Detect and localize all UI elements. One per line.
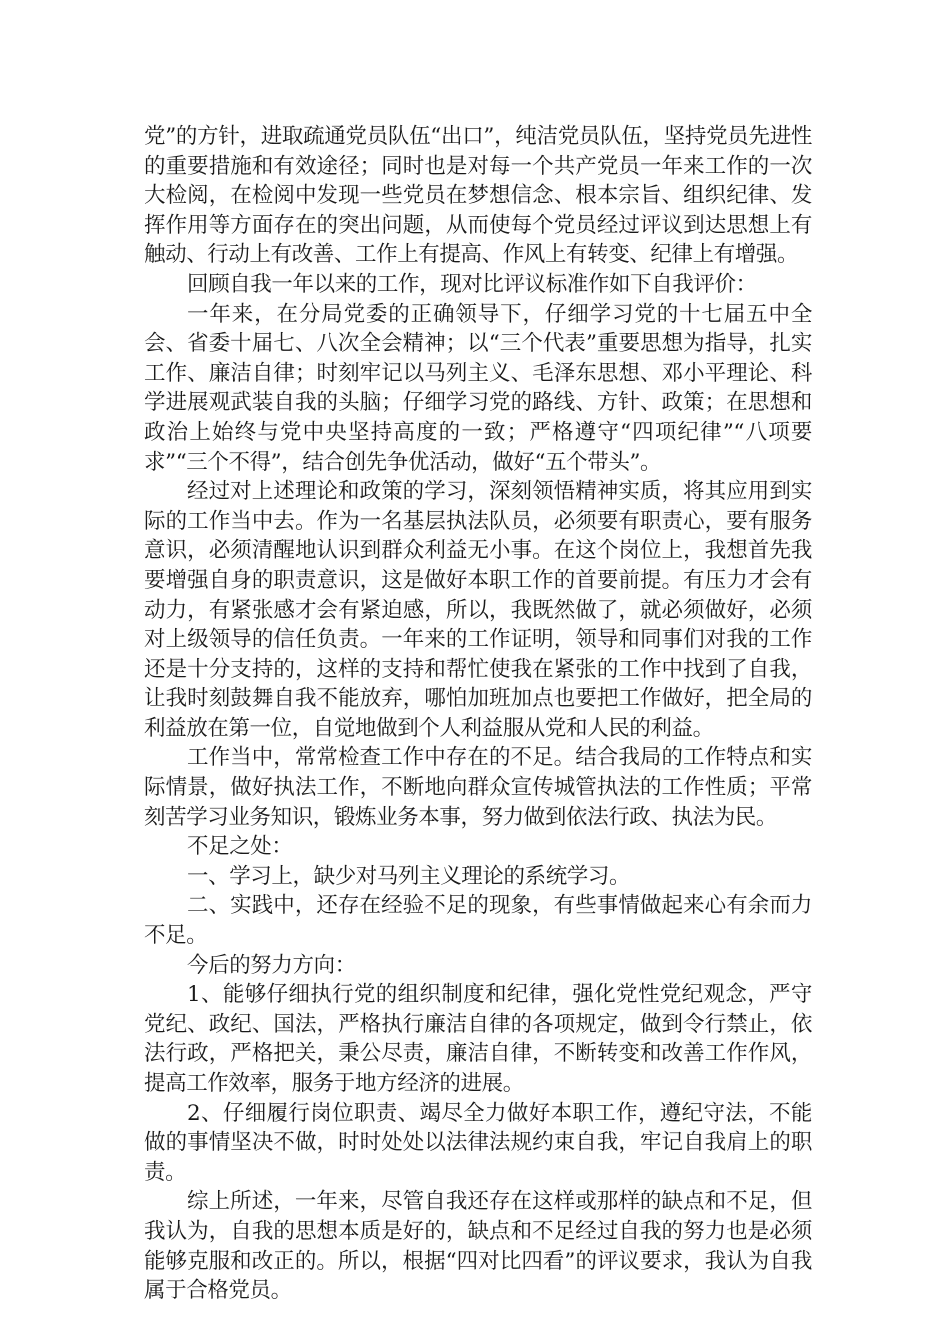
paragraph-2: 回顾自我一年以来的工作，现对比评议标准作如下自我评价： (187, 271, 757, 297)
paragraph-4: 经过对上述理论和政策的学习，深刻领悟精神实质，将其应用到实际的工作当中去。作为一名基层执法队员，必须要有职责心，要有服务意识，必须清醒地认识到群众利益无小事。在这个岗位上，我想首先我要增强自身的职责意识，这是做好本职工作的首要前提。有压力才会有动力，有紧张感才会有紧迫感，所以，我既然做了，就必须做好，必须对上级领导的信任负责。一年来的工作证明，领导和同事们对我的工作还是十分支持的，这样的支持和帮忙使我在紧张的工作中找到了自我，让我时刻鼓舞自我不能放弃，哪怕加班加点也要把工作做好，把全局的利益放在第一位，自觉地做到个人利益服从党和人民的利益。 (144, 479, 812, 741)
section-heading-future-direction: 今后的努力方向： (187, 952, 356, 978)
shortcoming-item-2: 二、实践中，还存在经验不足的现象，有些事情做起来心有余而力不足。 (144, 893, 812, 949)
paragraph-3: 一年来，在分局党委的正确领导下，仔细学习党的十七届五中全会、省委十届七、八次全会精神；以“三个代表”重要思想为指导，扎实工作、廉洁自律；时刻牢记以马列主义、毛泽东思想、邓小平理论、科学进展观武装自我的头脑；仔细学习党的路线、方针、政策；在思想和政治上始终与党中央坚持高度的一致；严格遵守“四项纪律”“八项要求”“三个不得”，结合创先争优活动，做好“五个带头”。 (144, 301, 812, 475)
paragraph-5: 工作当中，常常检查工作中存在的不足。结合我局的工作特点和实际情景，做好执法工作，不断地向群众宣传城管执法的工作性质；平常刻苦学习业务知识，锻炼业务本事，努力做到依法行政、执法为民。 (144, 745, 812, 830)
conclusion-paragraph: 综上所述，一年来，尽管自我还存在这样或那样的缺点和不足，但我认为，自我的思想本质是好的，缺点和不足经过自我的努力也是必须能够克服和改正的。所以，根据“四对比四看”的评议要求，我认为自我属于合格党员。 (144, 1189, 812, 1304)
direction-item-2: 2、仔细履行岗位职责、竭尽全力做好本职工作，遵纪守法，不能做的事情坚决不做，时时处处以法律法规约束自我，牢记自我肩上的职责。 (144, 1100, 812, 1185)
direction-item-1: 1、能够仔细执行党的组织制度和纪律，强化党性党纪观念，严守党纪、政纪、国法，严格执行廉洁自律的各项规定，做到令行禁止，依法行政，严格把关，秉公尽责，廉洁自律，不断转变和改善工作作风，提高工作效率，服务于地方经济的进展。 (144, 982, 812, 1096)
paragraph-1: 党”的方针，进取疏通党员队伍“出口”，纯洁党员队伍，坚持党员先进性的重要措施和有效途径；同时也是对每一个共产党员一年来工作的一次大检阅，在检阅中发现一些党员在梦想信念、根本宗旨、组织纪律、发挥作用等方面存在的突出问题，从而使每个党员经过评议到达思想上有触动、行动上有改善、工作上有提高、作风上有转变、纪律上有增强。 (144, 124, 812, 268)
shortcoming-item-1: 一、学习上，缺少对马列主义理论的系统学习。 (187, 863, 631, 889)
section-heading-shortcomings: 不足之处： (187, 834, 293, 860)
document-body (144, 122, 812, 1306)
